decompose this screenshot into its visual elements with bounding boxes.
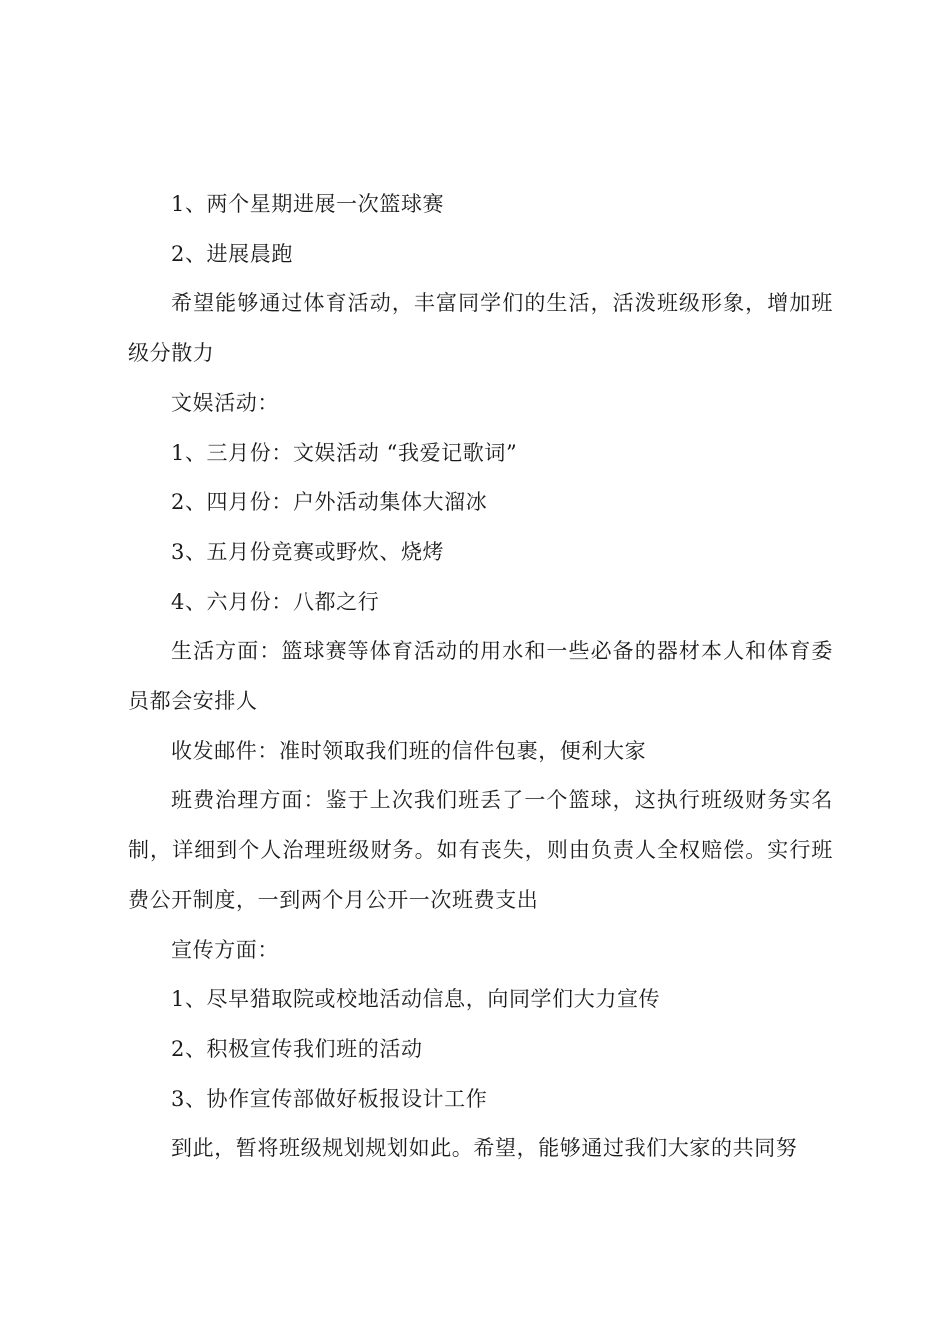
paragraph-living: 生活方面：篮球赛等体育活动的用水和一些必备的器材本人和体育委员都会安排人 [128,639,833,714]
list-item-april: 2、四月份：户外活动集体大溜冰 [171,490,488,515]
list-item-basketball: 1、两个星期进展一次篮球赛 [171,192,445,216]
paragraph-sports-goal: 希望能够通过体育活动，丰富同学们的生活，活泼班级形象，增加班级分散力 [128,291,833,366]
list-item-may: 3、五月份竞赛或野炊、烧烤 [171,539,445,564]
paragraph-class-fee: 班费治理方面：鉴于上次我们班丢了一个篮球，这执行班级财务实名制，详细到个人治理班级财务。如有丧失，则由负责人全权赔偿。实行班费公开制度，一到两个月公开一次班费支出 [128,788,833,912]
list-item-march: 1、三月份：文娱活动 “我爱记歌词” [171,440,518,465]
paragraph-conclusion: 到此，暂将班级规划规划如此。希望，能够通过我们大家的共同努 [171,1136,798,1161]
document-body [128,180,833,1174]
paragraph-mail: 收发邮件：准时领取我们班的信件包裹，便利大家 [171,738,647,763]
list-item-publicity-1: 1、尽早猎取院或校地活动信息，向同学们大力宣传 [171,987,661,1012]
section-heading-publicity: 宣传方面： [171,937,279,962]
section-heading-entertainment: 文娱活动： [171,390,279,415]
list-item-june: 4、六月份：八都之行 [171,589,380,614]
list-item-publicity-3: 3、协作宣传部做好板报设计工作 [171,1086,488,1111]
list-item-publicity-2: 2、积极宣传我们班的活动 [171,1036,423,1061]
list-item-morning-run: 2、进展晨跑 [171,241,293,266]
